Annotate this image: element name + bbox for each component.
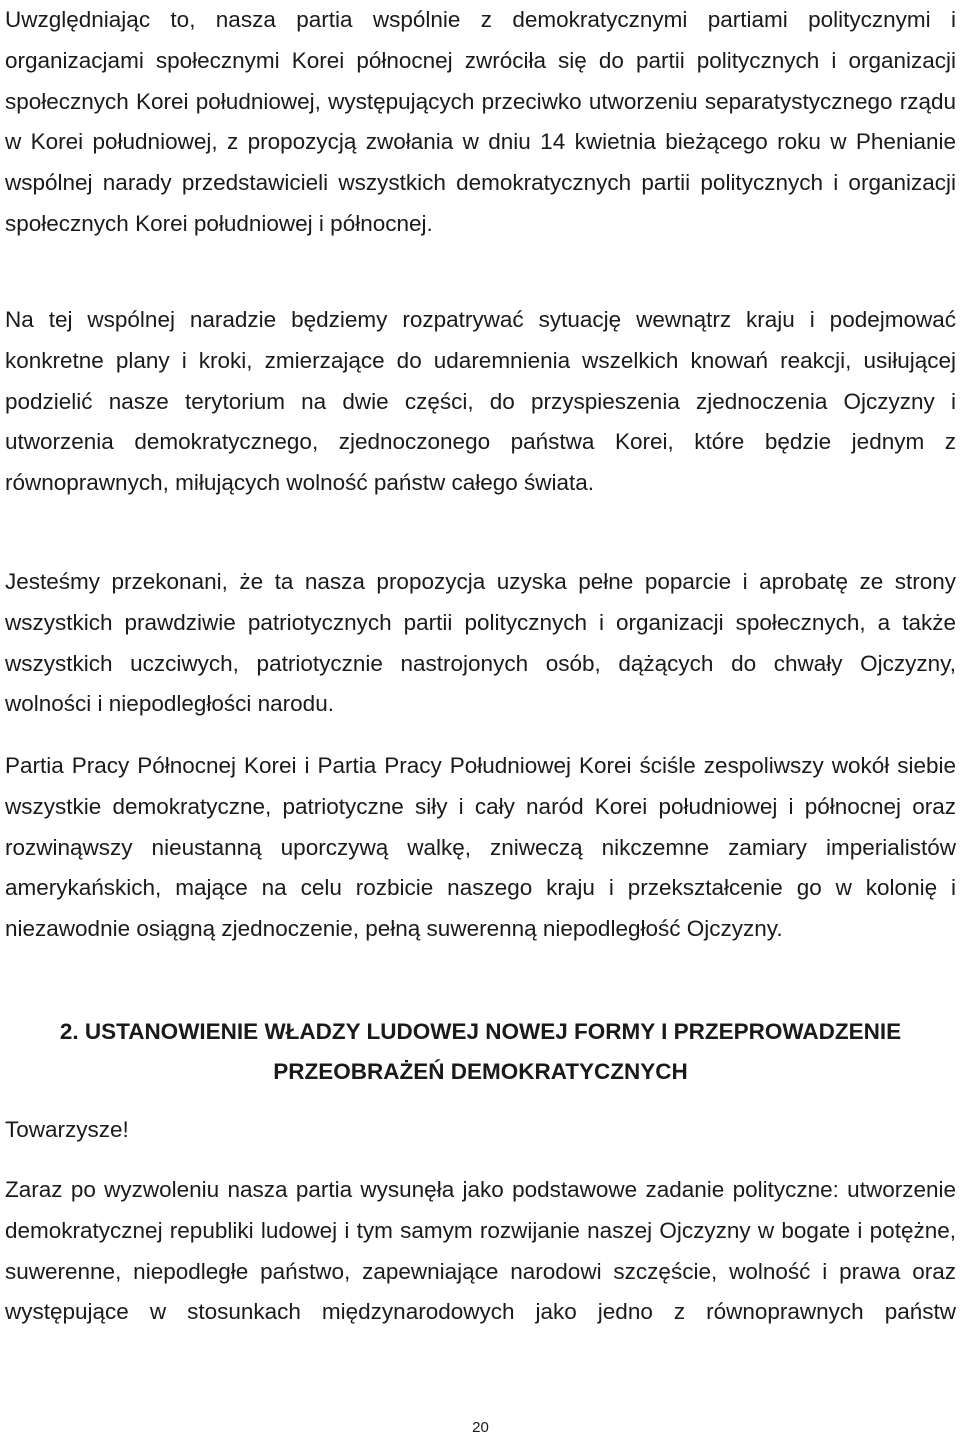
paragraph-liberation: Zaraz po wyzwoleniu nasza partia wysunęła jako podstawowe zadanie polityczne: utworzenie demokratycznej republiki ludowej i tym samym rozwijanie naszej Ojczyzny w bogate i potężne, suwerenne, niepodległe państwo, zapewniające narodowi szczęście, wolność i prawa oraz występujące w stosunkach międzynarodowych jako jedno z równoprawnych państw xyxy=(5,1177,956,1325)
paragraph-conviction: Jesteśmy przekonani, że ta nasza propozycja uzyska pełne poparcie i aprobatę ze strony wszystkich prawdziwie patriotycznych partii politycznych i organizacji społecznych, a także wszystkich uczciwych, patriotycznie nastrojonych osób, dążących do chwały Ojczyzny, wolności i niepodległości narodu. xyxy=(5,569,956,717)
paragraph-joint-conference: Na tej wspólnej naradzie będziemy rozpatrywać sytuację wewnątrz kraju i podejmować konkretne plany i kroki, zmierzające do udaremnienia wszelkich knowań reakcji, usiłującej podzielić nasze terytorium na dwie części, do przyspieszenia zjednoczenia Ojczyzny i utworzenia demokratycznego, zjednoczonego państwa Korei, które będzie jednym z równoprawnych, miłujących wolność państw całego świata. xyxy=(5,307,956,496)
document-page xyxy=(5,0,956,1440)
paragraph-workers-party: Partia Pracy Północnej Korei i Partia Pracy Południowej Korei ściśle zespoliwszy wokół siebie wszystkie demokratyczne, patriotyczne siły i cały naród Korei południowej i północnej oraz rozwinąwszy nieustanną uporczywą walkę, zniweczą nikczemne zamiary imperialistów amerykańskich, mające na celu rozbicie naszego kraju i przekształcenie go w kolonię i niezawodnie osiągną zjednoczenie, pełną suwerenną niepodległość Ojczyzny. xyxy=(5,753,956,942)
section-heading xyxy=(5,1012,956,1092)
section-heading-line-2: PRZEOBRAŻEŃ DEMOKRATYCZNYCH xyxy=(273,1059,688,1084)
paragraph-proposal: Uwzględniając to, nasza partia wspólnie z demokratycznymi partiami politycznymi i organizacjami społecznymi Korei północnej zwróciła się do partii politycznych i organizacji społecznych Korei południowej, występujących przeciwko utworzeniu separatystycznego rządu w Korei południowej, z propozycją zwołania w dniu 14 kwietnia bieżącego roku w Phenianie wspólnej narady przedstawicieli wszystkich demokratycznych partii politycznych i organizacji społecznych Korei południowej i północnej. xyxy=(5,7,956,236)
greeting: Towarzysze! xyxy=(5,1117,129,1142)
page-number: 20 xyxy=(472,1419,489,1436)
section-heading-line-1: 2. USTANOWIENIE WŁADZY LUDOWEJ NOWEJ FORMY I PRZEPROWADZENIE xyxy=(59,1019,902,1044)
